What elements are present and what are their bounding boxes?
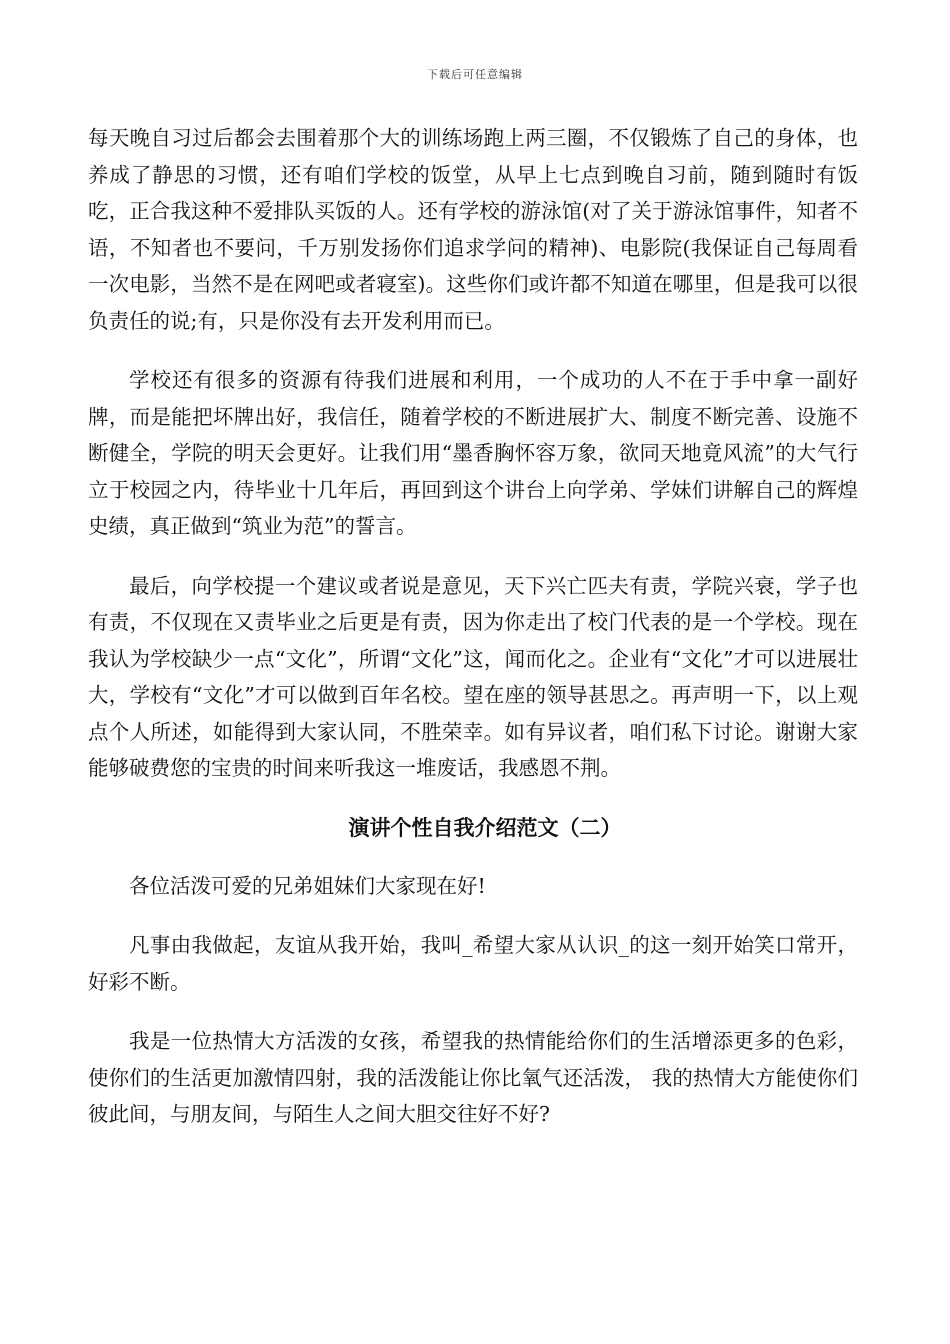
- section-title: 演讲个性自我介绍范文（二）: [348, 814, 622, 840]
- paragraph: 凡事由我做起，友谊从我开始，我叫_希望大家从认识_的这一刻开始笑口常开，好彩不断。: [88, 933, 858, 994]
- header-note: 下载后可任意编辑: [427, 68, 523, 81]
- document-body: [88, 120, 858, 1156]
- paragraph: 学校还有很多的资源有待我们进展和利用，一个成功的人不在于手中拿一副好牌，而是能把坏牌出好，我信任，随着学校的不断进展扩大、制度不断完善、设施不断健全，学院的明天会更好。让我们用“墨香胸怀容万象，欲同天地竟风流”的大气行立于校园之内，待毕业十几年后，再回到这个讲台上向学弟、学妹们讲解自己的辉煌史绩，真正做到“筑业为范”的誓言。: [88, 368, 858, 538]
- paragraph: 各位活泼可爱的兄弟姐妹们大家现在好!: [129, 873, 486, 898]
- paragraph: 最后，向学校提一个建议或者说是意见，天下兴亡匹夫有责，学院兴衰，学子也有责，不仅现在又责毕业之后更是有责，因为你走出了校门代表的是一个学校。现在我认为学校缺少一点“文化”，所谓“文化”这，闻而化之。企业有“文化”才可以进展壮大，学校有“文化”才可以做到百年名校。望在座的领导甚思之。再声明一下，以上观点个人所述，如能得到大家认同，不胜荣幸。如有异议者，咱们私下讨论。谢谢大家能够破费您的宝贵的时间来听我这一堆废话，我感恩不荆。: [88, 573, 858, 780]
- paragraph: 我是一位热情大方活泼的女孩，希望我的热情能给你们的生活增添更多的色彩，使你们的生活更加激情四射，我的活泼能让你比氧气还活泼， 我的热情大方能使你们彼此间，与朋友间，与陌生人之间大胆交往好不好?: [88, 1029, 858, 1126]
- paragraph: 每天晚自习过后都会去围着那个大的训练场跑上两三圈，不仅锻炼了自己的身体，也养成了静思的习惯，还有咱们学校的饭堂，从早上七点到晚自习前，随到随时有饭吃，正合我这种不爱排队买饭的人。还有学校的游泳馆(对了关于游泳馆事件，知者不语，不知者也不要问，千万别发扬你们追求学问的精神)、电影院(我保证自己每周看一次电影，当然不是在网吧或者寝室)。这些你们或许都不知道在哪里，但是我可以很负责任的说;有，只是你没有去开发利用而已。: [88, 126, 858, 333]
